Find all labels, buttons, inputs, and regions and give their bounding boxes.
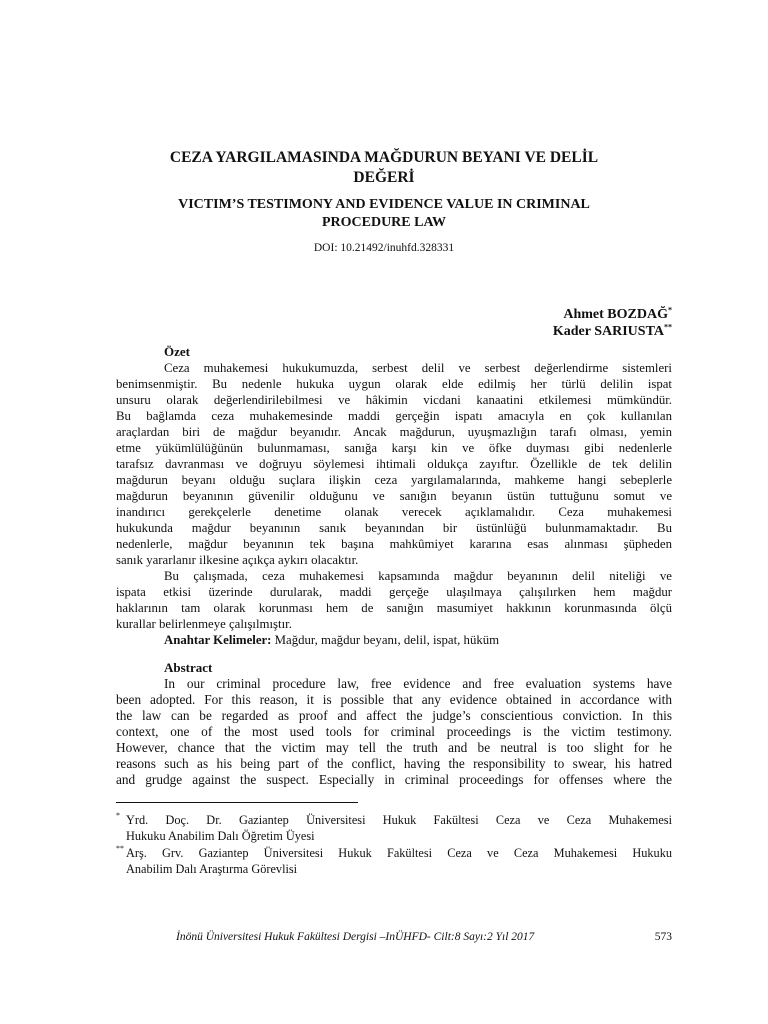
abstract-line: the law can be regarded as proof and affect the judge’s conscientious conviction. In this	[116, 708, 672, 723]
abstract-line: reasons such as his being part of the conflict, having the responsibility to swear, his hatred	[116, 756, 672, 771]
author-1-mark: *	[668, 305, 672, 315]
ozet-line: ispata etkisi üzerinde durularak, maddi gerçeğe ulaşılmaya çalışılırken hem mağdur	[116, 585, 672, 599]
ozet-line: Ceza muhakemesi hukukumuzda, serbest delil ve serbest değerlendirme sistemleri	[164, 361, 672, 375]
keywords	[164, 632, 672, 648]
ozet-line: mağdurun beyanı olduğu suçlara ilişkin ceza yargılamalarında, mahkeme hangi sebeplerle	[116, 473, 672, 487]
footnote-2-mark: **	[116, 844, 124, 853]
footnote-2-line-1: Arş. Grv. Gaziantep Üniversitesi Hukuk Fakültesi Ceza ve Ceza Muhakemesi Hukuku	[126, 846, 672, 860]
author-2-mark: **	[664, 322, 672, 332]
keywords-label: Anahtar Kelimeler:	[164, 633, 272, 647]
journal-footer: İnönü Üniversitesi Hukuk Fakültesi Dergisi –InÜHFD- Cilt:8 Sayı:2 Yıl 2017	[176, 931, 535, 943]
ozet-line: Bu bağlamda ceza muhakemesinde maddi gerçeğin ispatı amacıyla en çok kullanılan	[116, 409, 672, 423]
footnote-divider	[116, 802, 358, 803]
ozet-line: benimsenmiştir. Bu nedenle hukuka uygun olarak elde edilmiş her türlü delilin ispat	[116, 377, 672, 391]
ozet-line: hukukunda mağdur beyanının sanık beyanından bir üstünlüğü bulunmamaktadır. Bu	[116, 521, 672, 535]
title-english	[110, 196, 658, 232]
ozet-line: inandırıcı gerekçelerle denetime olanak verecek açıklamalıdır. Ceza muhakemesi	[116, 505, 672, 519]
abstract-heading: Abstract	[164, 660, 213, 675]
author-1-name: Ahmet BOZDAĞ	[563, 307, 668, 322]
title-english-line-2: PROCEDURE LAW	[321, 215, 447, 230]
keywords-text: Mağdur, mağdur beyanı, delil, ispat, hüküm	[271, 633, 500, 647]
ozet-heading: Özet	[164, 344, 190, 359]
ozet-line: kurallar belirlenmeye çalışılmıştır.	[116, 617, 292, 631]
ozet-line: araçlardan biri de mağdur beyanıdır. Ancak mağdurun, uyuşmazlığın tarafı olması, yemin	[116, 425, 672, 439]
footnote-1-mark: *	[116, 811, 120, 820]
ozet-line: sanık yararlanır ilkesine açıkça aykırı olacaktır.	[116, 553, 359, 567]
abstract-line: context, one of the most used tools for criminal proceedings is the victim testimony.	[116, 724, 672, 739]
ozet-line: tarafsız davranması ve doğruyu söylemesi ihtimali oldukça zayıftır. Özellikle de tek delilin	[116, 457, 672, 471]
footnote-1-line-1: Yrd. Doç. Dr. Gaziantep Üniversitesi Hukuk Fakültesi Ceza ve Ceza Muhakemesi	[126, 813, 672, 827]
author-1	[563, 306, 672, 324]
title-english-line-1: VICTIM’S TESTIMONY AND EVIDENCE VALUE IN CRIMINAL	[178, 197, 590, 212]
title-turkish-line-2: DEĞERİ	[353, 169, 415, 186]
page-number: 573	[654, 931, 672, 943]
title-turkish	[110, 148, 658, 188]
author-2	[553, 323, 672, 341]
title-turkish-line-1: CEZA YARGILAMASINDA MAĞDURUN BEYANI VE DELİL	[169, 149, 599, 166]
author-2-name: Kader SARIUSTA	[552, 324, 664, 339]
footnote-2-line-2: Anabilim Dalı Araştırma Görevlisi	[126, 862, 298, 876]
ozet-line: nedenlerle, mağdur beyanının tek başına mahkûmiyet kararına esas alınması şüpheden	[116, 537, 672, 551]
abstract-line: and grudge against the suspect. Especially in criminal proceedings for offenses where the	[116, 772, 672, 787]
ozet-line: haklarının tam olarak korunması hem de sanığın masumiyet hakkının korunmasında ölçü	[116, 601, 672, 615]
abstract-line: However, chance that the victim may tell the truth and be neutral is too slight for he	[116, 740, 672, 755]
abstract-line: been adopted. For this reason, it is possible that any evidence obtained in accordance with	[116, 692, 672, 707]
doi: DOI: 10.21492/inuhfd.328331	[313, 242, 455, 254]
ozet-line: Bu çalışmada, ceza muhakemesi kapsamında mağdur beyanının delil niteliği ve	[164, 569, 672, 583]
ozet-line: unsuru olarak değerlendirilebilmesi ve hâkimin vicdani kanaatini etkilemesi mümkündür.	[116, 393, 672, 407]
ozet-line: etme yükümlülüğünün bulunmaması, sanığa karşı kin ve öfke duyması gibi nedenlerle	[116, 441, 672, 455]
abstract-line: In our criminal procedure law, free evidence and free evaluation systems have	[164, 676, 672, 691]
footnote-1-line-2: Hukuku Anabilim Dalı Öğretim Üyesi	[126, 829, 315, 843]
ozet-line: mağdurun beyanının güvenilir olduğunu ve sanığın beyanın üstün tuttuğunu somut ve	[116, 489, 672, 503]
